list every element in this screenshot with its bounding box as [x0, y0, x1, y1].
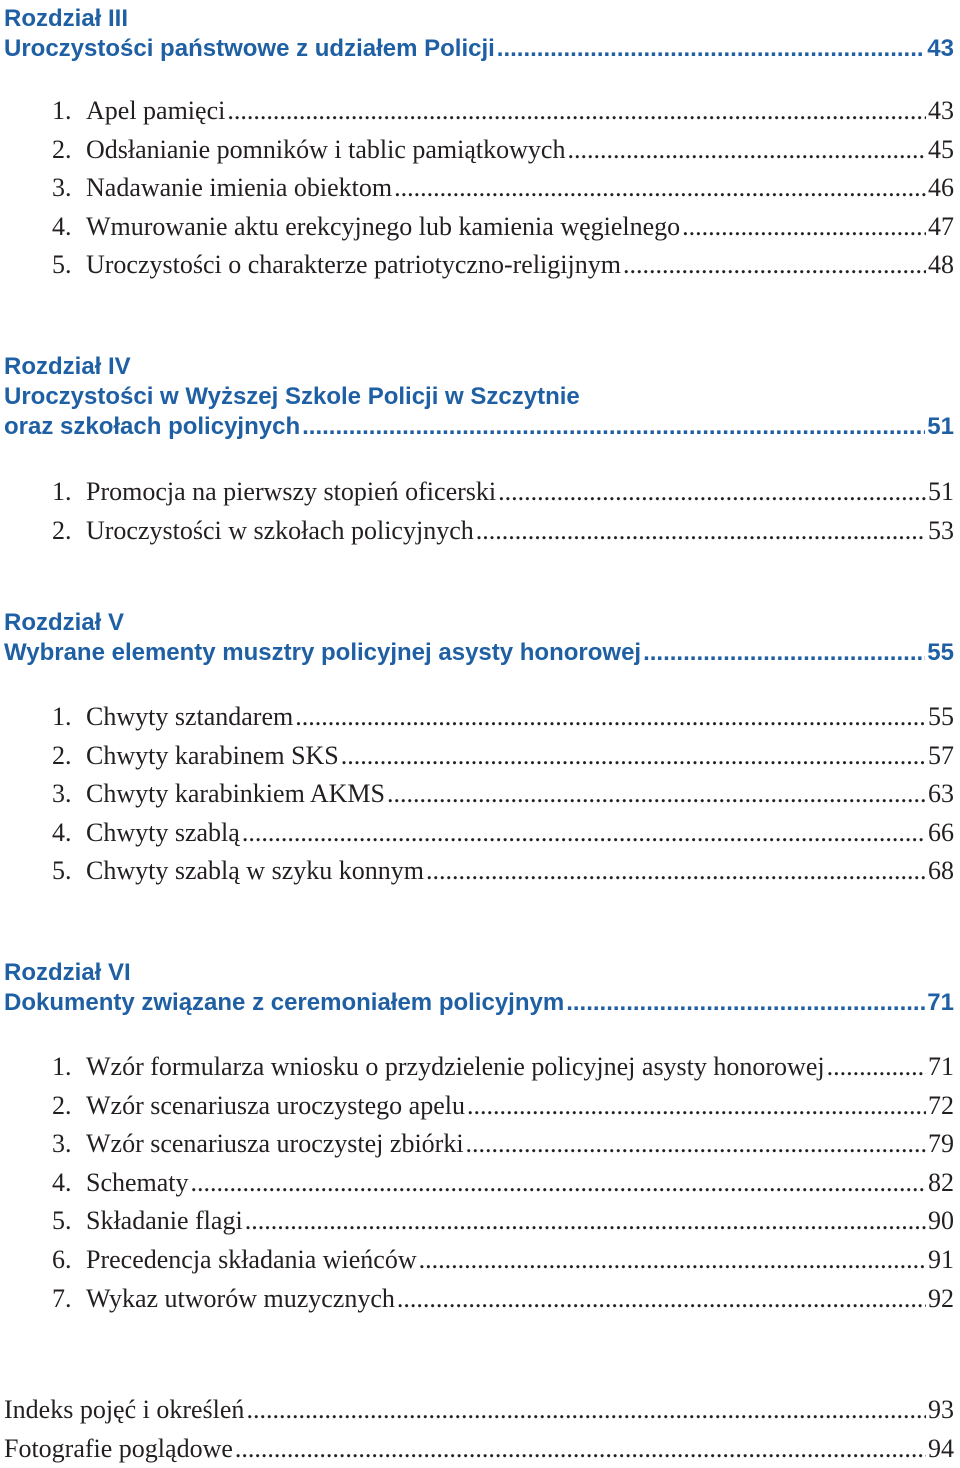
entry-title: Promocja na pierwszy stopień oficerski	[86, 477, 497, 506]
toc-entry[interactable]	[52, 852, 954, 891]
toc-entry[interactable]	[52, 512, 954, 551]
dot-leader	[426, 852, 926, 891]
toc-entry[interactable]	[52, 1241, 954, 1280]
page-number: 48	[928, 250, 954, 280]
dot-leader	[467, 1087, 926, 1126]
chapter-5-entries	[52, 698, 954, 891]
dot-leader	[397, 1280, 926, 1319]
entry-number: 6.	[52, 1244, 72, 1274]
toc-entry[interactable]	[52, 737, 954, 776]
page-number: 68	[928, 856, 954, 886]
chapter-title[interactable]	[4, 638, 954, 668]
toc-entry[interactable]	[52, 1202, 954, 1241]
toc-entry[interactable]	[52, 208, 954, 247]
dot-leader	[827, 1048, 926, 1087]
entry-number: 4.	[52, 817, 72, 847]
entry-number: 4.	[52, 211, 72, 241]
dot-leader	[394, 169, 926, 208]
page-number: 92	[928, 1283, 954, 1313]
chapter-3-entries	[52, 92, 954, 285]
page-number: 51	[927, 413, 954, 440]
dot-leader	[623, 246, 926, 285]
entry-title: Schematy	[86, 1167, 189, 1197]
page-number: 43	[928, 96, 954, 125]
entry-number: 2.	[52, 134, 72, 164]
page-number: 72	[928, 1090, 954, 1120]
page-number: 47	[928, 211, 954, 241]
page-number: 82	[928, 1167, 954, 1197]
entry-title: Składanie flagi	[86, 1206, 243, 1236]
toc-entry[interactable]	[52, 814, 954, 853]
page-number: 55	[928, 702, 954, 731]
toc-entry[interactable]	[52, 698, 954, 737]
toc-entry[interactable]	[52, 473, 954, 512]
chapter-title-line: Uroczystości w Wyższej Szkole Policji w Szczytnie	[4, 383, 580, 410]
dot-leader	[419, 1241, 926, 1280]
entry-title: Uroczystości w szkołach policyjnych	[86, 515, 474, 545]
dot-leader	[466, 1125, 926, 1164]
chapter-label: Rozdział IV	[4, 353, 131, 380]
page-number: 71	[927, 989, 954, 1016]
entry-number: 3.	[52, 779, 72, 809]
toc-entry[interactable]	[52, 92, 954, 131]
page-number: 43	[927, 35, 954, 62]
toc-entry[interactable]	[4, 1391, 954, 1430]
page-number: 93	[928, 1395, 954, 1424]
toc-entry[interactable]	[52, 1125, 954, 1164]
chapter-label: Rozdział III	[4, 5, 129, 32]
entry-number: 1.	[52, 702, 72, 731]
dot-leader	[191, 1164, 926, 1203]
chapter-4	[4, 352, 954, 442]
dot-leader	[242, 814, 926, 853]
entry-title: Nadawanie imienia obiektom	[86, 173, 393, 203]
dot-leader	[341, 737, 926, 776]
entry-number: 5.	[52, 856, 72, 886]
toc-entry[interactable]	[52, 246, 954, 285]
entry-title: Wzór scenariusza uroczystej zbiórki	[86, 1129, 464, 1159]
toc-entry[interactable]	[52, 169, 954, 208]
entry-title: Wykaz utworów muzycznych	[86, 1283, 395, 1313]
page-number: 51	[928, 477, 954, 506]
dot-leader	[682, 208, 926, 247]
page-number: 53	[928, 515, 954, 545]
chapter-label: Rozdział V	[4, 609, 125, 636]
entry-number: 2.	[52, 740, 72, 770]
entry-number: 5.	[52, 250, 72, 280]
entry-number: 5.	[52, 1206, 72, 1236]
dot-leader	[567, 131, 926, 170]
dot-leader	[295, 698, 926, 737]
toc-entry[interactable]	[52, 1087, 954, 1126]
toc-entry[interactable]	[52, 131, 954, 170]
entry-title: Fotografie poglądowe	[4, 1433, 233, 1463]
dot-leader	[497, 34, 926, 64]
chapter-title[interactable]	[4, 34, 954, 64]
page-number: 66	[928, 817, 954, 847]
dot-leader	[227, 92, 926, 131]
chapter-title-text: Wybrane elementy musztry policyjnej asysty honorowej	[4, 639, 642, 666]
chapter-title-text: oraz szkołach policyjnych	[4, 413, 301, 440]
page-number: 79	[928, 1129, 954, 1159]
entry-number: 1.	[52, 1052, 72, 1081]
toc-entry[interactable]	[52, 1280, 954, 1319]
entry-title: Chwyty szablą	[86, 817, 240, 847]
dot-leader	[245, 1202, 926, 1241]
toc-entry[interactable]	[52, 775, 954, 814]
chapter-3	[4, 4, 954, 64]
page-number: 63	[928, 779, 954, 809]
page-number: 71	[928, 1052, 954, 1081]
chapter-5	[4, 608, 954, 668]
entry-number: 3.	[52, 173, 72, 203]
back-matter	[4, 1391, 954, 1468]
dot-leader	[235, 1430, 926, 1468]
chapter-title-text: Dokumenty związane z ceremoniałem policyjnym	[4, 989, 565, 1016]
entry-title: Wmurowanie aktu erekcyjnego lub kamienia węgielnego	[86, 211, 681, 241]
dot-leader	[476, 512, 926, 551]
entry-number: 1.	[52, 477, 72, 506]
dot-leader	[387, 775, 926, 814]
toc-entry[interactable]	[52, 1048, 954, 1087]
entry-number: 1.	[52, 96, 72, 125]
entry-number: 7.	[52, 1283, 72, 1313]
entry-title: Chwyty karabinem SKS	[86, 740, 339, 770]
entry-title: Chwyty szablą w szyku konnym	[86, 856, 424, 886]
entry-number: 2.	[52, 515, 72, 545]
chapter-title[interactable]	[4, 988, 954, 1018]
entry-number: 4.	[52, 1167, 72, 1197]
entry-number: 2.	[52, 1090, 72, 1120]
page-number: 94	[928, 1433, 954, 1463]
page-number: 57	[928, 740, 954, 770]
chapter-title[interactable]	[4, 412, 954, 442]
entry-title: Chwyty sztandarem	[86, 702, 294, 731]
page-number: 55	[927, 639, 954, 666]
dot-leader	[302, 412, 925, 442]
entry-title: Odsłanianie pomników i tablic pamiątkowych	[86, 134, 566, 164]
dot-leader	[498, 473, 926, 512]
dot-leader	[566, 988, 925, 1018]
chapter-6-entries	[52, 1048, 954, 1318]
entry-title: Wzór scenariusza uroczystego apelu	[86, 1090, 465, 1120]
dot-leader	[246, 1391, 926, 1430]
entry-title: Apel pamięci	[86, 96, 226, 125]
chapter-title-text: Uroczystości państwowe z udziałem Policji	[4, 35, 495, 62]
dot-leader	[643, 638, 925, 668]
entry-title: Chwyty karabinkiem AKMS	[86, 779, 385, 809]
chapter-4-entries	[52, 473, 954, 550]
entry-title: Precedencja składania wieńców	[86, 1244, 417, 1274]
entry-title: Indeks pojęć i określeń	[4, 1395, 245, 1424]
entry-number: 3.	[52, 1129, 72, 1159]
page-number: 90	[928, 1206, 954, 1236]
page-number: 45	[928, 134, 954, 164]
page-number: 46	[928, 173, 954, 203]
chapter-6	[4, 958, 954, 1018]
chapter-label: Rozdział VI	[4, 959, 131, 986]
page-number: 91	[928, 1244, 954, 1274]
toc-entry[interactable]	[4, 1430, 954, 1468]
toc-entry[interactable]	[52, 1164, 954, 1203]
entry-title: Uroczystości o charakterze patriotyczno-religijnym	[86, 250, 621, 280]
entry-title: Wzór formularza wniosku o przydzielenie policyjnej asysty honorowej	[86, 1052, 825, 1081]
